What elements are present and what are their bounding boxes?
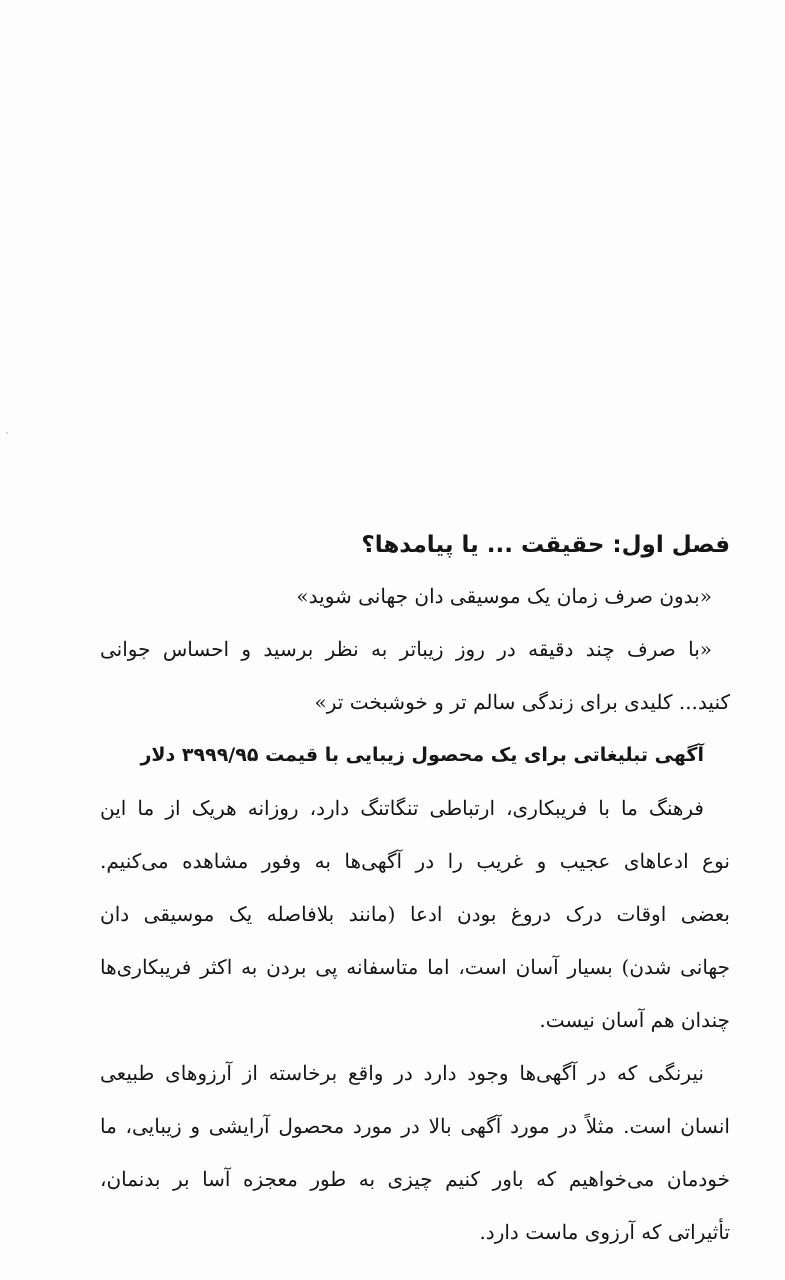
paragraph-line: خودمان می‌خواهیم که باور کنیم چیزی به طور معجزه آسا بر بدنمان، [100, 1167, 730, 1191]
quote-line: «بدون صرف زمان یک موسیقی دان جهانی شوید» [296, 584, 712, 608]
paragraph-line: نوع ادعاهای عجیب و غریب را در آگهی‌ها به وفور مشاهده می‌کنیم. [100, 849, 730, 873]
paragraph-line: تأثیراتی که آرزوی ماست دارد. [479, 1220, 730, 1244]
chapter-text [100, 520, 730, 1259]
paragraph-line: انسان است. مثلاً در مورد آگهی بالا در مورد محصول آرایشی و زیبایی، ما [100, 1114, 730, 1138]
paragraph-line: بعضی اوقات درک دروغ بودن ادعا (مانند بلافاصله یک موسیقی دان [100, 902, 730, 926]
paragraph-line: چندان هم آسان نیست. [539, 1008, 730, 1032]
quote-line: «با صرف چند دقیقه در روز زیباتر به نظر برسید و احساس جوانی [100, 637, 712, 661]
paragraph-line: نیرنگی که در آگهی‌ها وجود دارد در واقع برخاسته از آرزوهای طبیعی [100, 1061, 704, 1085]
quote-line: کنید... کلیدی برای زندگی سالم تر و خوشبخت تر» [314, 690, 730, 714]
ad-caption: آگهی تبلیغاتی برای یک محصول زیبایی با قیمت ۳۹۹۹/۹۵ دلار [140, 744, 704, 766]
paper-speck [6, 432, 8, 434]
paragraph-line: فرهنگ ما با فریبکاری، ارتباطی تنگاتنگ دارد، روزانه هریک از ما این [100, 796, 704, 820]
paragraph-line: جهانی شدن) بسیار آسان است، اما متاسفانه پی بردن به اکثر فریبکاری‌ها [100, 955, 730, 979]
chapter-title: فصل اول: حقیقت ... یا پیامدها؟ [361, 532, 730, 558]
